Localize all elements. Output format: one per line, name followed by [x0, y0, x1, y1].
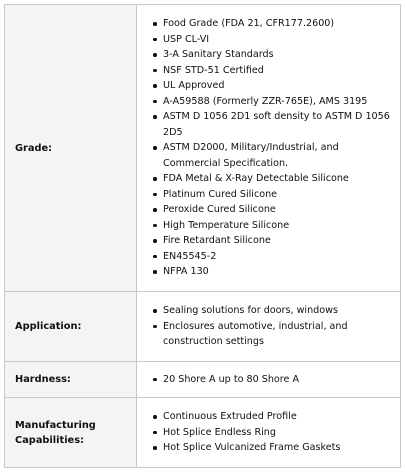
list-item: High Temperature Silicone [163, 218, 392, 234]
row-label: Manufacturing Capabilities: [5, 398, 137, 468]
list-item: Peroxide Cured Silicone [163, 202, 392, 218]
table-row-manufacturing [5, 398, 401, 468]
list-item: Continuous Extruded Profile [163, 409, 392, 425]
list-item: Hot Splice Vulcanized Frame Gaskets [163, 440, 392, 456]
row-label: Grade: [5, 5, 137, 292]
list-item: Enclosures automotive, industrial, and construction settings [163, 319, 392, 350]
manufacturing-list [137, 409, 392, 456]
list-item: NFPA 130 [163, 264, 392, 280]
list-item: NSF STD-51 Certified [163, 63, 392, 79]
list-item: 3-A Sanitary Standards [163, 47, 392, 63]
list-item: USP CL-VI [163, 32, 392, 48]
application-list [137, 303, 392, 350]
table-row-hardness [5, 362, 401, 398]
row-label: Application: [5, 292, 137, 362]
hardness-list [137, 372, 392, 388]
grade-list [137, 16, 392, 280]
table-row-application [5, 292, 401, 362]
list-item: UL Approved [163, 78, 392, 94]
row-label: Hardness: [5, 362, 137, 398]
row-values [137, 292, 401, 362]
table-row-grade [5, 5, 401, 292]
row-values [137, 398, 401, 468]
list-item: 20 Shore A up to 80 Shore A [163, 372, 392, 388]
list-item: ASTM D2000, Military/Industrial, and Commercial Specification. [163, 140, 392, 171]
row-values [137, 362, 401, 398]
list-item: A-A59588 (Formerly ZZR-765E), AMS 3195 [163, 94, 392, 110]
list-item: Sealing solutions for doors, windows [163, 303, 392, 319]
list-item: Hot Splice Endless Ring [163, 425, 392, 441]
list-item: FDA Metal & X-Ray Detectable Silicone [163, 171, 392, 187]
specification-table [4, 4, 401, 468]
list-item: Food Grade (FDA 21, CFR177.2600) [163, 16, 392, 32]
row-values [137, 5, 401, 292]
list-item: Fire Retardant Silicone [163, 233, 392, 249]
list-item: Platinum Cured Silicone [163, 187, 392, 203]
list-item: ASTM D 1056 2D1 soft density to ASTM D 1056 2D5 [163, 109, 392, 140]
list-item: EN45545-2 [163, 249, 392, 265]
